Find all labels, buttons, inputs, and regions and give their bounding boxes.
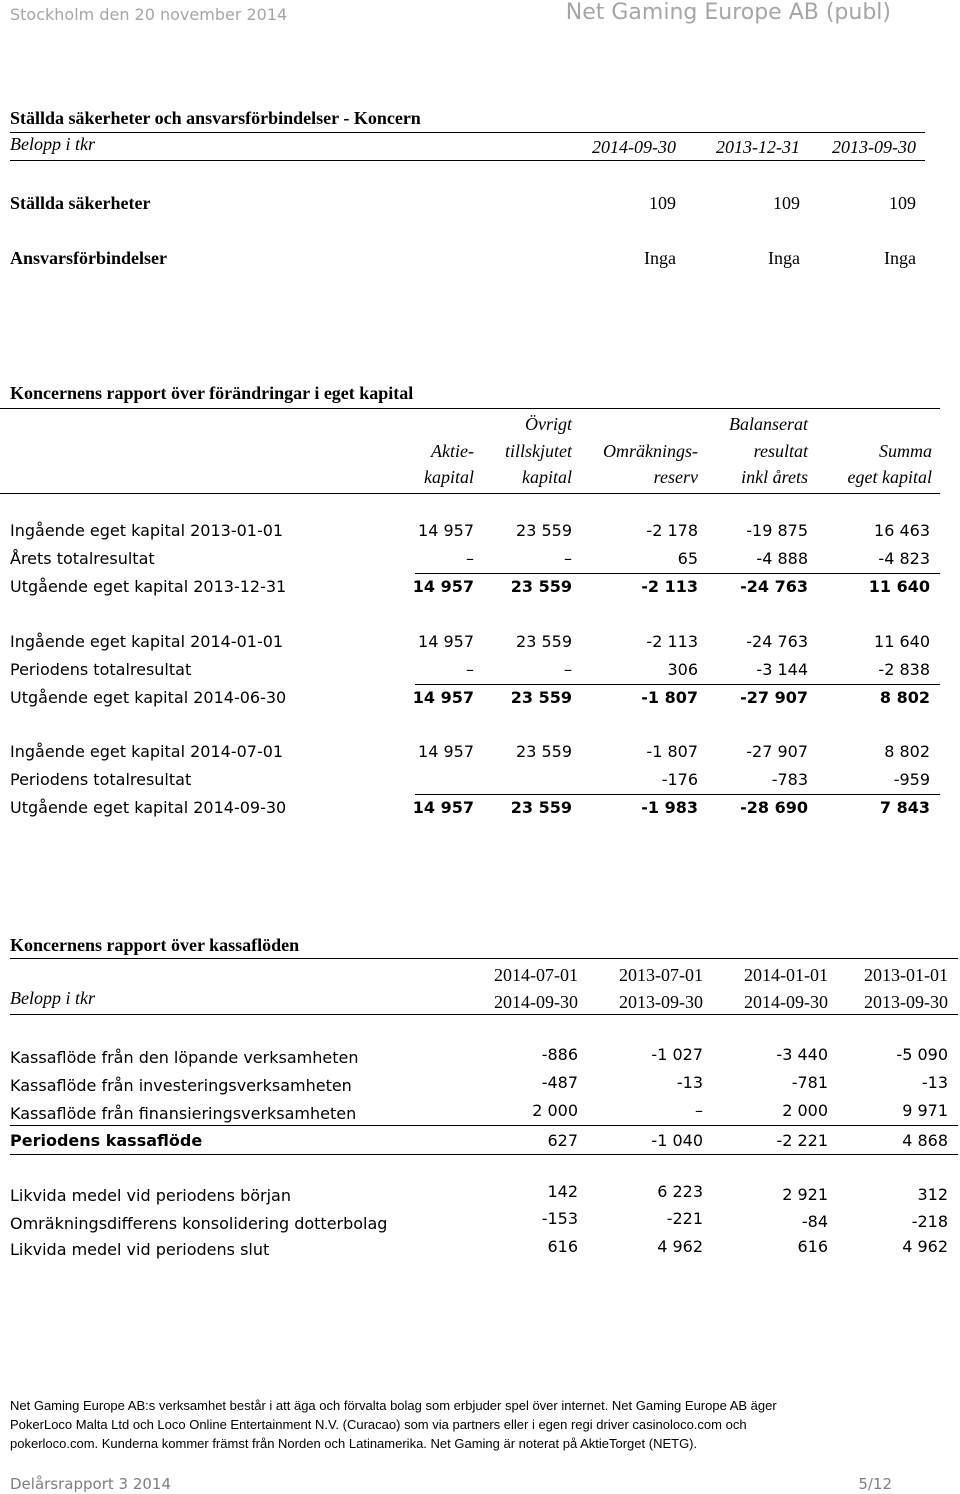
equity-value: -3 144 [756, 660, 808, 679]
cashflow-value: -1 040 [651, 1131, 703, 1150]
equity-value: -2 113 [646, 632, 698, 651]
equity-row-label: Ingående eget kapital 2013-01-01 [10, 521, 284, 540]
cashflow-row-label: Kassaflöde från investeringsverksamheten [10, 1076, 352, 1095]
equity-value: 23 559 [510, 577, 572, 596]
divider [10, 1014, 958, 1015]
cash-value: 142 [547, 1182, 578, 1201]
equity-value: -1 807 [641, 688, 698, 707]
equity-value: -2 178 [646, 521, 698, 540]
equity-col-header: Övrigt [525, 414, 572, 434]
cashflow-value: 9 971 [902, 1101, 948, 1120]
divider [415, 573, 940, 574]
divider [415, 684, 940, 685]
equity-col-header: resultat [753, 441, 808, 461]
cash-value: 6 223 [657, 1182, 703, 1201]
equity-value: 8 802 [884, 742, 930, 761]
cash-value: -221 [666, 1209, 703, 1228]
cash-value: -153 [541, 1209, 578, 1228]
period-from: 2014-01-01 [744, 965, 828, 985]
period-from: 2013-01-01 [864, 965, 948, 985]
equity-value: 14 957 [412, 577, 474, 596]
pledged-value: Inga [644, 248, 676, 268]
equity-value: -24 763 [740, 577, 808, 596]
divider [10, 160, 925, 161]
cashflow-value: 4 868 [902, 1131, 948, 1150]
cashflow-value: -487 [541, 1073, 578, 1092]
equity-row-label: Årets totalresultat [10, 549, 155, 568]
equity-value: – [466, 660, 474, 679]
equity-value: -1 807 [646, 742, 698, 761]
equity-row-label: Utgående eget kapital 2014-09-30 [10, 798, 287, 817]
pledged-title: Ställda säkerheter och ansvarsförbindelser - Koncern [10, 108, 421, 128]
period-from: 2014-07-01 [494, 965, 578, 985]
cash-value: 312 [917, 1185, 948, 1204]
equity-value: 14 957 [412, 688, 474, 707]
equity-value: 65 [677, 549, 698, 568]
equity-value: -176 [661, 770, 698, 789]
equity-col-header: tillskjutet [505, 441, 572, 461]
cash-value: -84 [801, 1212, 828, 1231]
cashflow-title: Koncernens rapport över kassaflöden [10, 935, 300, 955]
equity-col-header: eget kapital [847, 467, 932, 487]
report-name: Delårsrapport 3 2014 [10, 1475, 172, 1493]
equity-row-label: Utgående eget kapital 2014-06-30 [10, 688, 287, 707]
equity-row-label: Ingående eget kapital 2014-01-01 [10, 632, 284, 651]
equity-col-header: kapital [424, 467, 474, 487]
equity-value: 23 559 [510, 688, 572, 707]
cashflow-value: 2 000 [782, 1101, 828, 1120]
cashflow-value: -13 [676, 1073, 703, 1092]
cash-value: 616 [797, 1237, 828, 1256]
equity-col-header: Omräknings- [603, 441, 698, 461]
cashflow-value: -5 090 [896, 1045, 948, 1064]
cashflow-value: -13 [921, 1073, 948, 1092]
page-number: 5/12 [858, 1475, 892, 1493]
equity-col-header: Aktie- [431, 441, 474, 461]
cash-row-label: Likvida medel vid periodens slut [10, 1240, 270, 1259]
period-to: 2014-09-30 [494, 992, 578, 1012]
unit-label: Belopp i tkr [10, 988, 95, 1008]
period-to: 2013-09-30 [864, 992, 948, 1012]
cash-row-label: Omräkningsdifferens konsolidering dotterbolag [10, 1214, 388, 1233]
date-header: 2014-09-30 [592, 137, 676, 157]
equity-value: – [564, 549, 572, 568]
cashflow-value: -781 [791, 1073, 828, 1092]
equity-value: 23 559 [516, 632, 572, 651]
pledged-row-label: Ansvarsförbindelser [10, 248, 167, 268]
pledged-value: Inga [768, 248, 800, 268]
equity-col-header: reserv [653, 467, 698, 487]
equity-value: -2 113 [641, 577, 698, 596]
cashflow-value: 2 000 [532, 1101, 578, 1120]
unit-label: Belopp i tkr [10, 134, 95, 154]
cash-value: 4 962 [657, 1237, 703, 1256]
pledged-value: Inga [884, 248, 916, 268]
divider [10, 958, 958, 959]
equity-value: 14 957 [418, 521, 474, 540]
footer-text: PokerLoco Malta Ltd och Loco Online Entertainment N.V. (Curacao) som via partners eller i egen regi driver casinoloco.com och [10, 1417, 747, 1432]
footer-text: pokerloco.com. Kunderna kommer främst från Norden och Latinamerika. Net Gaming är noterat på AktieTorget (NETG). [10, 1436, 698, 1451]
equity-value: -27 907 [740, 688, 808, 707]
cash-value: 616 [547, 1237, 578, 1256]
equity-value: -19 875 [746, 521, 808, 540]
cashflow-value: 627 [547, 1131, 578, 1150]
cashflow-value: – [695, 1101, 703, 1120]
equity-value: 7 843 [879, 798, 930, 817]
pledged-value: 109 [889, 193, 916, 213]
divider [10, 1125, 958, 1126]
date-header: 2013-12-31 [716, 137, 800, 157]
cashflow-row-label: Kassaflöde från finansieringsverksamheten [10, 1104, 357, 1123]
equity-row-label: Utgående eget kapital 2013-12-31 [10, 577, 287, 596]
equity-value: -959 [893, 770, 930, 789]
equity-value: 16 463 [874, 521, 930, 540]
equity-value: 11 640 [868, 577, 930, 596]
divider [0, 408, 940, 409]
equity-value: – [466, 549, 474, 568]
cashflow-value: -2 221 [776, 1131, 828, 1150]
cashflow-value: -886 [541, 1045, 578, 1064]
equity-value: 14 957 [418, 632, 474, 651]
equity-value: 8 802 [879, 688, 930, 707]
equity-col-header: Balanserat [729, 414, 808, 434]
cashflow-row-label: Kassaflöde från den löpande verksamheten [10, 1048, 359, 1067]
equity-row-label: Ingående eget kapital 2014-07-01 [10, 742, 284, 761]
equity-value: -2 838 [878, 660, 930, 679]
equity-value: 23 559 [516, 742, 572, 761]
header-company: Net Gaming Europe AB (publ) [565, 0, 891, 25]
pledged-row-label: Ställda säkerheter [10, 193, 151, 213]
equity-value: – [564, 660, 572, 679]
cashflow-value: -3 440 [776, 1045, 828, 1064]
divider [10, 132, 925, 133]
equity-col-header: inkl årets [741, 467, 808, 487]
divider [10, 1154, 958, 1155]
equity-value: 23 559 [510, 798, 572, 817]
equity-value: -4 823 [878, 549, 930, 568]
footer-text: Net Gaming Europe AB:s verksamhet består i att äga och förvalta bolag som erbjuder spel över internet. Net Gaming Europe AB äger [10, 1398, 777, 1413]
period-to: 2013-09-30 [619, 992, 703, 1012]
equity-value: -1 983 [641, 798, 698, 817]
pledged-value: 109 [773, 193, 800, 213]
equity-value: 306 [667, 660, 698, 679]
equity-col-header: Summa [879, 441, 932, 461]
divider [0, 493, 940, 494]
equity-row-label: Periodens totalresultat [10, 660, 192, 679]
equity-value: -4 888 [756, 549, 808, 568]
equity-value: 14 957 [418, 742, 474, 761]
equity-value: 11 640 [874, 632, 930, 651]
equity-value: 14 957 [412, 798, 474, 817]
cash-value: 4 962 [902, 1237, 948, 1256]
equity-col-header: kapital [522, 467, 572, 487]
cashflow-value: -1 027 [651, 1045, 703, 1064]
equity-value: -783 [771, 770, 808, 789]
period-to: 2014-09-30 [744, 992, 828, 1012]
equity-title: Koncernens rapport över förändringar i eget kapital [10, 383, 414, 403]
divider [415, 794, 940, 795]
cash-row-label: Likvida medel vid periodens början [10, 1186, 291, 1205]
equity-value: 23 559 [516, 521, 572, 540]
cashflow-total-label: Periodens kassaflöde [10, 1131, 203, 1150]
cash-value: 2 921 [782, 1185, 828, 1204]
date-header: 2013-09-30 [832, 137, 916, 157]
equity-value: -27 907 [746, 742, 808, 761]
pledged-value: 109 [649, 193, 676, 213]
equity-value: -28 690 [740, 798, 808, 817]
header-date: Stockholm den 20 november 2014 [10, 5, 288, 24]
equity-value: -24 763 [746, 632, 808, 651]
period-from: 2013-07-01 [619, 965, 703, 985]
cash-value: -218 [911, 1212, 948, 1231]
equity-row-label: Periodens totalresultat [10, 770, 192, 789]
